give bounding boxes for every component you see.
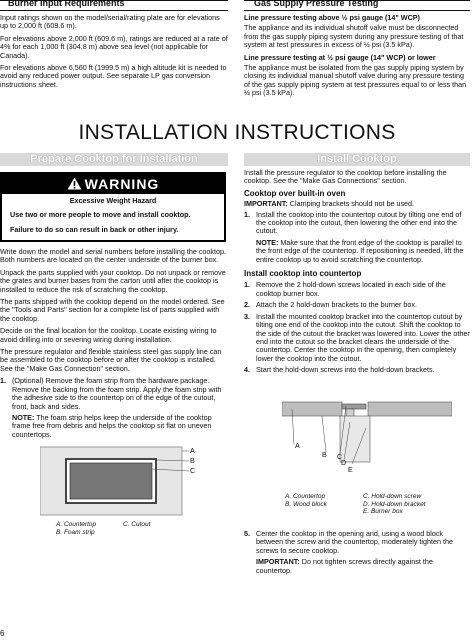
- install-important-label: IMPORTANT:: [244, 199, 288, 209]
- install-sub-countertop: Install cooktop into countertop: [244, 269, 362, 279]
- install-important: [244, 200, 470, 208]
- prepare-note-label: NOTE:: [12, 412, 35, 422]
- warning-body: [2, 194, 224, 234]
- fig2-label-b: B: [322, 450, 327, 459]
- install-step-1-text: Remove the 2 hold-down screws located in each side of the cooktop burner box.: [256, 280, 446, 298]
- fig1-label-c: C: [190, 466, 196, 475]
- warning-line-2: Failure to do so can result in back or other injury.: [10, 224, 179, 234]
- fig2-caption-right: [363, 493, 426, 516]
- warning-header: [2, 174, 224, 194]
- install-oven-step-1-text: Install the cooktop into the countertop cutout by tilting one end of the cooktop into the cutout, then lowering the other end into the cutout.: [256, 209, 462, 236]
- page-number: 6: [0, 629, 5, 638]
- warning-triangle-icon: [67, 177, 82, 190]
- install-important-2: [256, 558, 470, 575]
- prepare-heading: Prepare Cooktop for Installation: [0, 153, 228, 166]
- fig1-caption-a: A. Countertop: [56, 521, 97, 528]
- warning-box: [0, 172, 226, 242]
- heading-rule-left: [0, 10, 228, 11]
- prepare-note-text: The foam strip helps keep the underside of the cooktop frame free from debris and helps the cooktop sit flat on uneven countertops.: [12, 412, 212, 439]
- install-oven-note: [256, 239, 470, 264]
- gas-supply-p1: The appliance and its individual shutoff valve must be disconnected from the gas supply piping system during any pressure testing of that system at test pressures in excess of ½ psi (3.5 kPa).: [244, 23, 464, 50]
- fig2-label-d: D: [341, 458, 347, 467]
- install-oven-step-1: [244, 211, 470, 264]
- fig2-caption-c: C. Hold-down screw: [363, 493, 422, 500]
- burner-input-heading: Burner Input Requirements: [8, 0, 125, 8]
- warning-label: WARNING: [84, 176, 160, 192]
- fig2-label-a: A: [295, 441, 300, 450]
- install-step-4-number: 4.: [244, 365, 250, 375]
- burner-input-body: [0, 14, 228, 89]
- fig2-label-e: E: [348, 465, 353, 474]
- fig1-label-a: A: [190, 446, 195, 455]
- heading-rule-right: [244, 10, 470, 11]
- fig2-caption-d: D. Hold-down bracket: [363, 500, 426, 508]
- prepare-step-1: [0, 377, 228, 439]
- install-p1: Install the pressure regulator to the cooktop before installing the cooktop. See the "Make Gas Connections" section.: [244, 168, 447, 186]
- fig2-caption-b: B. Wood block: [285, 500, 327, 508]
- fig1-caption-left: [56, 521, 96, 536]
- install-step-4: [244, 366, 470, 374]
- prepare-step-1-number: 1.: [0, 376, 6, 386]
- gas-supply-heading: Gas Supply Pressure Testing: [254, 0, 379, 8]
- install-step-3-text: Install the mounted cooktop bracket into the countertop cutout by tilting one end of the cooktop into the cutout. Shift the cooktop to the side of the cutout the bracket was lowered into. Lower the other end into the cutout so the bracket clears the underside of the countertop. Center the cooktop in the opening, then completely lower the cooktop into the cutout.: [256, 311, 470, 363]
- fig2-label-c: C: [337, 452, 343, 461]
- install-step-1-number: 1.: [244, 280, 250, 290]
- install-step-5-number: 5.: [244, 529, 250, 538]
- fig2-caption-a: A. Countertop: [285, 493, 326, 500]
- gas-supply-body: [244, 14, 470, 98]
- prepare-step-1-note: [12, 414, 228, 439]
- install-step-3: [244, 313, 470, 363]
- install-body: [244, 169, 470, 375]
- burner-input-p2: For elevations above 2,000 ft (609.6 m), ratings are reduced at a rate of 4% for each 1,000 ft (304.8 m) above sea level (not applicable for Canada).: [0, 33, 228, 60]
- gas-supply-p2: The appliance must be isolated from the gas supply piping system by closing its individual manual shutoff valve during any pressure testing of the gas supply piping system at test pressures equal to or less than ½ psi (3.5 kPa).: [244, 63, 467, 98]
- fig1-caption-c: C. Cutout: [123, 521, 151, 528]
- prepare-p5: The pressure regulator and flexible stainless steel gas supply line can be assembled to the cooktop before or after the cooktop is installed. See the "Make Gas Connection" section.: [0, 347, 222, 373]
- hold-down-bracket-illustration: [282, 392, 452, 464]
- install-important-2-label: IMPORTANT:: [256, 557, 300, 567]
- install-note-label: NOTE:: [256, 237, 279, 247]
- gas-supply-h1: Line pressure testing above ½ psi gauge (14" WCP): [244, 13, 420, 22]
- install-heading: Install Cooktop: [244, 153, 470, 166]
- page-title: INSTALLATION INSTRUCTIONS: [78, 121, 396, 144]
- install-step-3-number: 3.: [244, 311, 250, 321]
- gas-supply-h2: Line pressure testing at ½ psi gauge (14" WCP) or lower: [244, 52, 436, 62]
- install-step-2-number: 2.: [244, 300, 250, 310]
- warning-line-1: Use two or more people to move and install cooktop.: [10, 210, 191, 220]
- fig1-caption-right: [123, 521, 150, 529]
- install-step-2: [244, 301, 470, 309]
- prepare-step-1-text: (Optional) Remove the foam strip from the hardware package. Remove the backing from the foam strip. Apply the foam strip with the adhesive side to the countertop on of the edge of the cutout, front, back and sides.: [12, 376, 222, 411]
- install-note-text: Make sure that the front edge of the cooktop is parallel to the front edge of the countertop. If repositioning is needed, lift the entire cooktop up to avoid scratching the countertop.: [256, 237, 464, 264]
- install-important-text: Clamping brackets should not be used.: [287, 199, 415, 209]
- install-body-lower: [244, 530, 470, 575]
- install-step-2-text: Attach the 2 hold-down brackets to the burner box.: [256, 300, 418, 310]
- fig1-label-b: B: [190, 456, 195, 465]
- install-oven-step-1-number: 1.: [244, 209, 250, 219]
- fig2-caption-left: [285, 493, 327, 508]
- install-important-2-text: Do not tighten screws directly against the countertop.: [256, 557, 433, 575]
- burner-input-p1: Input ratings shown on the model/serial/rating plate are for elevations up to 2,000 ft (609.6 m).: [0, 13, 220, 31]
- prepare-p4: Decide on the final location for the cooktop. Locate existing wiring to avoid drilling into or severing wiring during installation.: [0, 326, 217, 344]
- prepare-p3: The parts shipped with the cooktop depend on the model ordered. See the "Tools and Parts" section for a complete list of parts supplied with the cooktop.: [0, 297, 225, 323]
- warning-title: Excessive Weight Hazard: [69, 196, 157, 205]
- countertop-foam-illustration: [40, 445, 200, 517]
- install-step-5-text: Center the cooktop in the opening and, using a wood block between the screw and the countertop, moderately tighten the screws to secure cooktop.: [256, 529, 453, 555]
- fig2-caption-e: E. Burner box: [363, 508, 403, 516]
- install-step-5: [244, 530, 470, 575]
- prepare-p1: Write down the model and serial numbers before installing the cooktop. Both numbers are located on the center underside of the burner box.: [0, 247, 226, 265]
- prepare-body: [0, 248, 228, 439]
- install-step-4-text: Start the hold-down screws into the hold-down brackets.: [256, 365, 435, 375]
- fig1-caption-b: B. Foam strip: [56, 528, 95, 536]
- install-step-1: [244, 281, 470, 298]
- figure-hold-down-bracket: [282, 392, 452, 500]
- figure-countertop-foam: [40, 445, 200, 545]
- install-sub-built-in-oven: Cooktop over built-in oven: [244, 188, 346, 198]
- burner-input-p3: For elevations above 6,560 ft (1999.5 m) a high altitude kit is needed to avoid any reduced power output. See separate LP gas conversion instructions sheet.: [0, 63, 227, 89]
- prepare-p2: Unpack the parts supplied with your cooktop. Do not unpack or remove the grates and burner bases from the carton until after the cooktop is installed to reduce the risk of scratching the cooktop.: [0, 267, 226, 294]
